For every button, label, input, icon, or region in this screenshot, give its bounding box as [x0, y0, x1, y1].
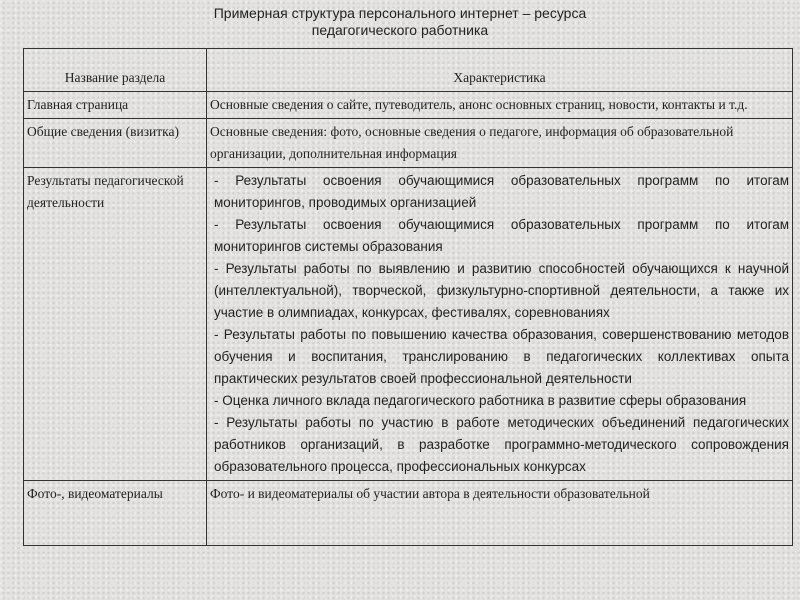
table-row: [24, 119, 793, 168]
list-item: - Оценка личного вклада педагогического работника в развитие сферы образования: [214, 393, 747, 408]
header-characteristic: Характеристика: [207, 49, 793, 92]
row-name: Фото-, видеоматериалы: [24, 481, 207, 546]
row-desc: Фото- и видеоматериалы об участии автора в деятельности образовательной: [207, 481, 793, 546]
table-row: [24, 168, 793, 481]
list-item: - Результаты освоения обучающимися образовательных программ по итогам мониторингов, проводимых организацией: [214, 173, 789, 210]
table-row: [24, 481, 793, 546]
list-item: - Результаты работы по повышению качества образования, совершенствованию методов обучения и воспитания, транслированию в педагогических коллективах опыта практических результатов своей профессиональной деятельности: [214, 327, 789, 386]
list-item: - Результаты работы по участию в работе методических объединений педагогических работников организаций, в разработке программно-методического сопровождения образовательного процесса, профессиональных конкурсах: [214, 415, 789, 474]
list-item: - Результаты работы по выявлению и развитию способностей обучающихся к научной (интеллектуальной), творческой, физкультурно-спортивной деятельности, а также их участие в олимпиадах, конкурсах, фестивалях, соревнованиях: [214, 261, 789, 320]
list-item: - Результаты освоения обучающимися образовательных программ по итогам мониторингов системы образования: [214, 217, 789, 254]
row-desc: Основные сведения о сайте, путеводитель, анонс основных страниц, новости, контакты и т.д.: [207, 92, 793, 119]
row-name: Главная страница: [24, 92, 207, 119]
row-desc: Основные сведения: фото, основные сведения о педагоге, информация об образовательной организации, дополнительная информация: [207, 119, 793, 168]
structure-table: [23, 48, 793, 546]
row-desc-list: [207, 168, 793, 481]
table-header-row: [24, 49, 793, 92]
row-name: Результаты педагогической деятельности: [24, 168, 207, 481]
row-name: Общие сведения (визитка): [24, 119, 207, 168]
header-section-name: Название раздела: [24, 49, 207, 92]
slide-title: Примерная структура персонального интернет – ресурса педагогического работника: [213, 5, 587, 38]
table-row: [24, 92, 793, 119]
